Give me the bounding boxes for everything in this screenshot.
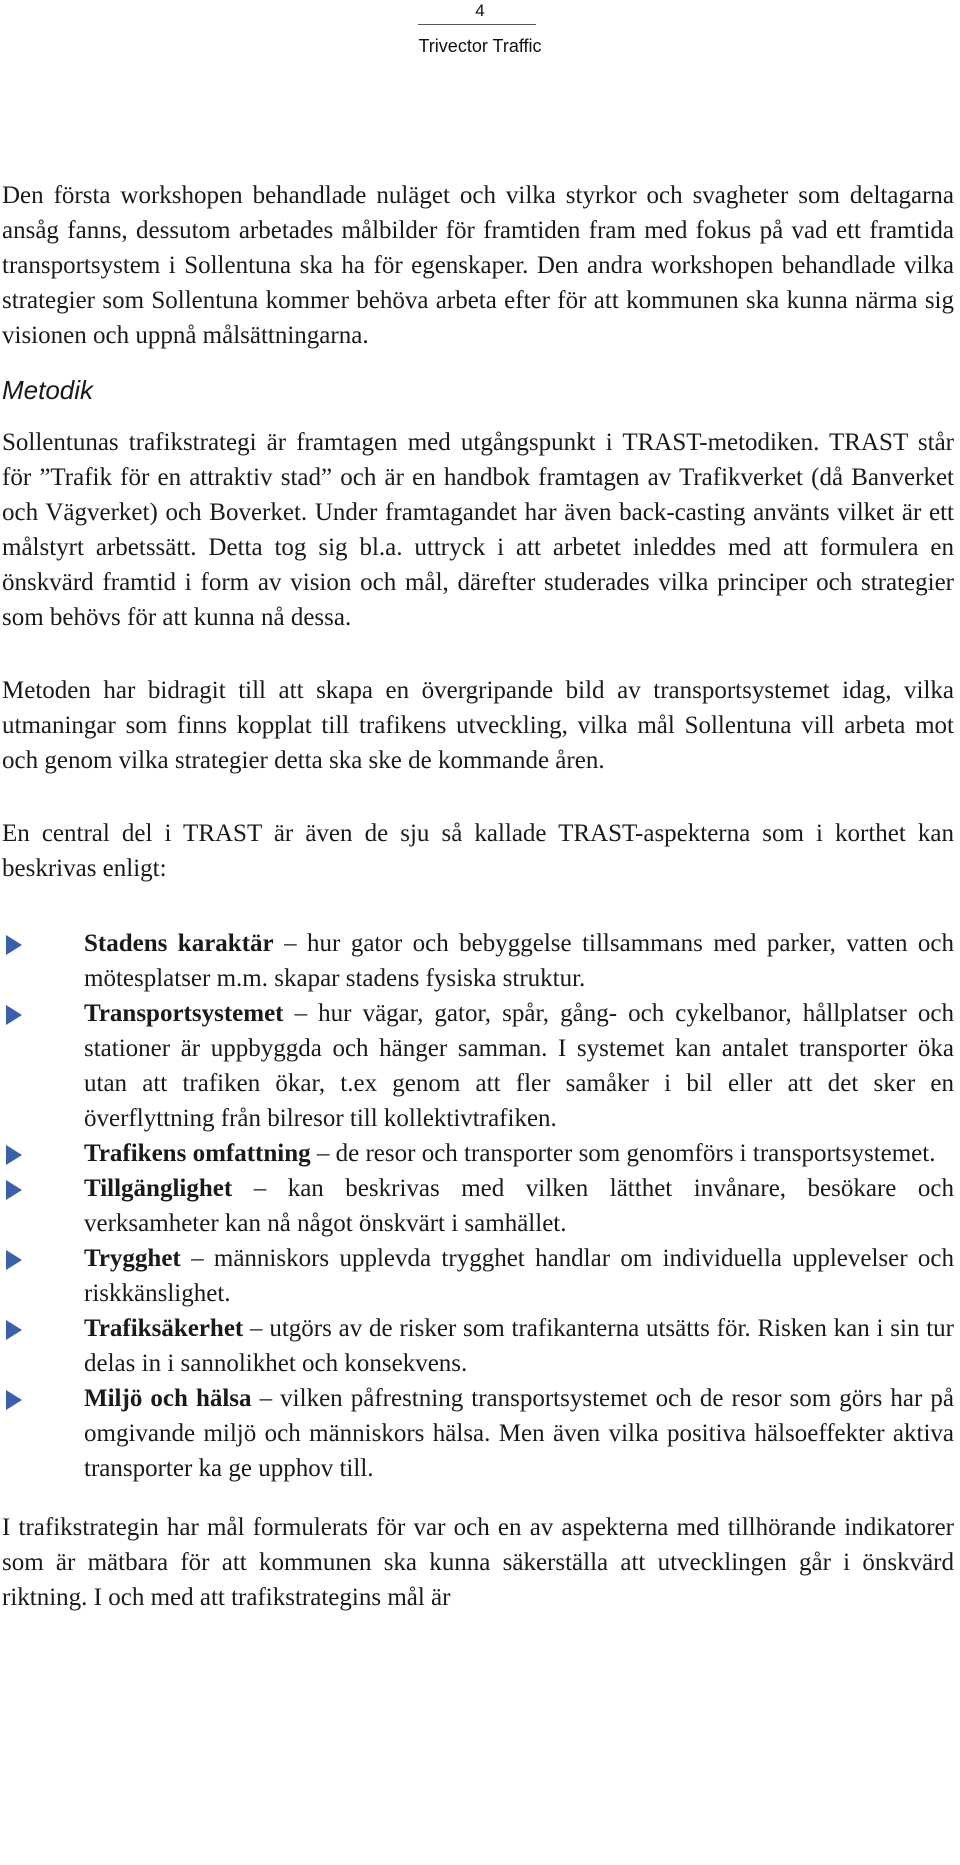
aspect-separator: – bbox=[232, 1175, 288, 1202]
triangle-bullet-icon bbox=[6, 1005, 22, 1025]
aspect-term: Stadens karaktär bbox=[84, 930, 274, 957]
aspect-term: Transportsystemet bbox=[84, 1000, 284, 1027]
aspect-description: vilken påfrestning transportsystemet och de resor som görs har på omgivande miljö och människors hälsa. Men även vilka positiva hälsoeffekter aktiva transporter ka ge upphov till. bbox=[84, 1385, 954, 1482]
aspect-description: hur vägar, gator, spår, gång- och cykelbanor, hållplatser och stationer är uppbyggda och hänger samman. I systemet kan antalet transporter öka utan att trafiken ökar, t.ex genom att fler samåker i bil eller att det sker en överflyttning från bilresor till kollektivtrafiken. bbox=[84, 1000, 955, 1132]
aspect-description: utgörs av de risker som trafikanterna utsätts för. Risken kan i sin tur delas in i sannolikhet och konsekvens. bbox=[84, 1315, 954, 1377]
aspect-description: kan beskrivas med vilken lätthet invånare, besökare och verksamheter kan nå något önskvärt i samhället. bbox=[84, 1175, 954, 1237]
aspect-separator: – bbox=[251, 1385, 281, 1412]
aspect-term: Miljö och hälsa bbox=[84, 1385, 252, 1412]
paragraph-trast-aspects-intro: En central del i TRAST är även de sju så kallade TRAST-aspekterna som i korthet kan beskrivas enligt: bbox=[2, 820, 954, 882]
aspect-separator: – bbox=[283, 1000, 319, 1027]
document-body bbox=[2, 178, 954, 1615]
aspect-term: Trafikens omfattning bbox=[84, 1140, 311, 1167]
list-item bbox=[2, 996, 954, 1136]
trast-aspects-list bbox=[2, 926, 954, 1486]
triangle-bullet-icon bbox=[6, 1180, 22, 1200]
section-heading-metodik: Metodik bbox=[2, 375, 94, 405]
triangle-bullet-icon bbox=[6, 1145, 22, 1165]
paragraph-goals-indicators: I trafikstrategin har mål formulerats för var och en av aspekterna med tillhörande indikatorer som är mätbara för att kommunen ska kunna säkerställa att utvecklingen går i önskvärd riktning. I och med att trafikstrategins mål är bbox=[2, 1514, 954, 1611]
aspect-term: Trygghet bbox=[84, 1245, 181, 1272]
list-item bbox=[2, 1381, 954, 1486]
list-item bbox=[2, 1136, 954, 1171]
aspect-description: de resor och transporter som genomförs i transportsystemet. bbox=[335, 1140, 936, 1167]
triangle-bullet-icon bbox=[6, 1250, 22, 1270]
list-item bbox=[2, 926, 954, 996]
aspect-separator: – bbox=[180, 1245, 214, 1272]
aspect-description: människors upplevda trygghet handlar om individuella upplevelser och riskkänslighet. bbox=[84, 1245, 954, 1307]
aspect-term: Trafiksäkerhet bbox=[84, 1315, 244, 1342]
aspect-separator: – bbox=[273, 930, 308, 957]
paragraph-workshops: Den första workshopen behandlade nuläget och vilka styrkor och svagheter som deltagarna ansåg fanns, dessutom arbetades målbilder för framtiden fram med fokus på vad ett framtida transportsystem i Sollentuna ska ha för egenskaper. Den andra workshopen behandlade vilka strategier som Sollentuna kommer behöva arbeta efter för att kommunen ska kunna närma sig visionen och uppnå målsättningarna. bbox=[2, 182, 954, 349]
paragraph-trast-method: Sollentunas trafikstrategi är framtagen med utgångspunkt i TRAST-metodiken. TRAST står för ”Trafik för en attraktiv stad” och är en handbok framtagen av Trafikverket (då Banverket och Vägverket) och Boverket. Under framtagandet har även back-casting använts vilket är ett målstyrt arbetssätt. Detta tog sig bl.a. uttryck i att arbetet inleddes med att formulera en önskvärd framtid i form av vision och mål, därefter studerades vilka principer och strategier som behövs för att kunna nå dessa. bbox=[2, 429, 954, 631]
list-item bbox=[2, 1241, 954, 1311]
triangle-bullet-icon bbox=[6, 1320, 22, 1340]
aspect-term: Tillgänglighet bbox=[84, 1175, 233, 1202]
triangle-bullet-icon bbox=[6, 1390, 22, 1410]
aspect-separator: – bbox=[243, 1315, 270, 1342]
header-divider bbox=[418, 24, 536, 25]
page-number: 4 bbox=[475, 1, 485, 20]
triangle-bullet-icon bbox=[6, 935, 22, 955]
aspect-description: hur gator och bebyggelse tillsammans med parker, vatten och mötesplatser m.m. skapar stadens fysiska struktur. bbox=[84, 930, 955, 992]
paragraph-method-overview: Metoden har bidragit till att skapa en övergripande bild av transportsystemet idag, vilka utmaningar som finns kopplat till trafikens utveckling, vilka mål Sollentuna vill arbeta mot och genom vilka strategier detta ska ske de kommande åren. bbox=[2, 677, 954, 774]
document-header-title: Trivector Traffic bbox=[418, 36, 542, 56]
list-item bbox=[2, 1311, 954, 1381]
list-item bbox=[2, 1171, 954, 1241]
aspect-separator: – bbox=[310, 1140, 336, 1167]
